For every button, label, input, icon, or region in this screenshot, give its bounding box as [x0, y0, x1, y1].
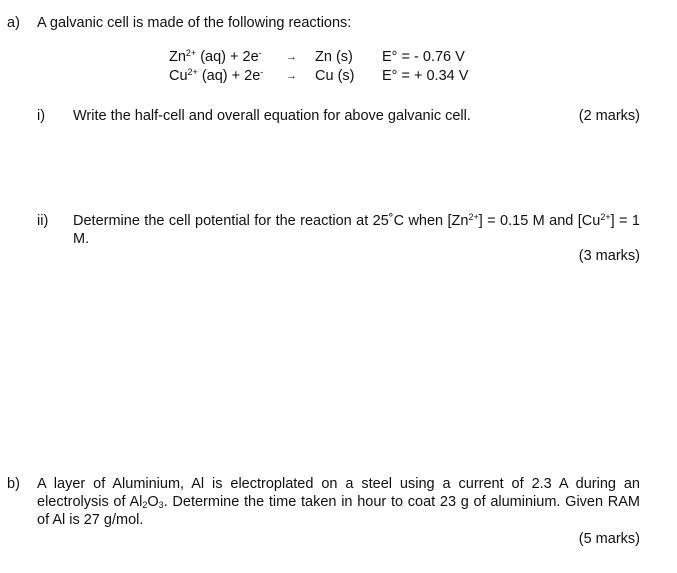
standard-potential: E° = + 0.34 V — [382, 68, 469, 84]
reaction-product: Cu (s) — [315, 68, 355, 84]
sub-i-marks: (2 marks) — [578, 108, 640, 124]
sub-ii-marks: (3 marks) — [578, 248, 640, 264]
sub-ii-label: ii) — [37, 213, 49, 229]
part-a-label: a) — [7, 15, 20, 31]
reaction-reactants: $Zn^{2+}$ (aq) + 2e- — [169, 48, 262, 65]
part-b-label: b) — [7, 476, 20, 492]
part-b-marks: (5 marks) — [578, 531, 640, 547]
reaction-row-zn — [0, 48, 677, 66]
reaction-product: Zn (s) — [315, 49, 353, 65]
part-a-intro: A galvanic cell is made of the following reactions: — [37, 15, 352, 31]
sub-i-question: Write the half-cell and overall equation for above galvanic cell. — [73, 108, 471, 124]
reaction-row-cu — [0, 67, 677, 85]
arrow-icon: → — [286, 70, 297, 82]
sub-i-label: i) — [37, 108, 46, 124]
reaction-reactants: $Cu^{2+}$ (aq) + 2e- — [169, 67, 264, 84]
part-b-question: A layer of Aluminium, Al is electroplated on a steel using a current of 2.3 A during an electrolysis of $Al_2O_3$. Determine the time taken in hour to coat 23 g of aluminium. Given RAM of Al is 27 g/mol. — [37, 476, 640, 528]
arrow-icon: → — [286, 51, 297, 63]
standard-potential: E° = - 0.76 V — [382, 49, 465, 65]
sub-ii-question: Determine the cell potential for the reaction at 25˚C when $[Zn^{2+}] = 0.15$ M and $[Cu^{2+}] = 1$ M. — [73, 212, 640, 247]
